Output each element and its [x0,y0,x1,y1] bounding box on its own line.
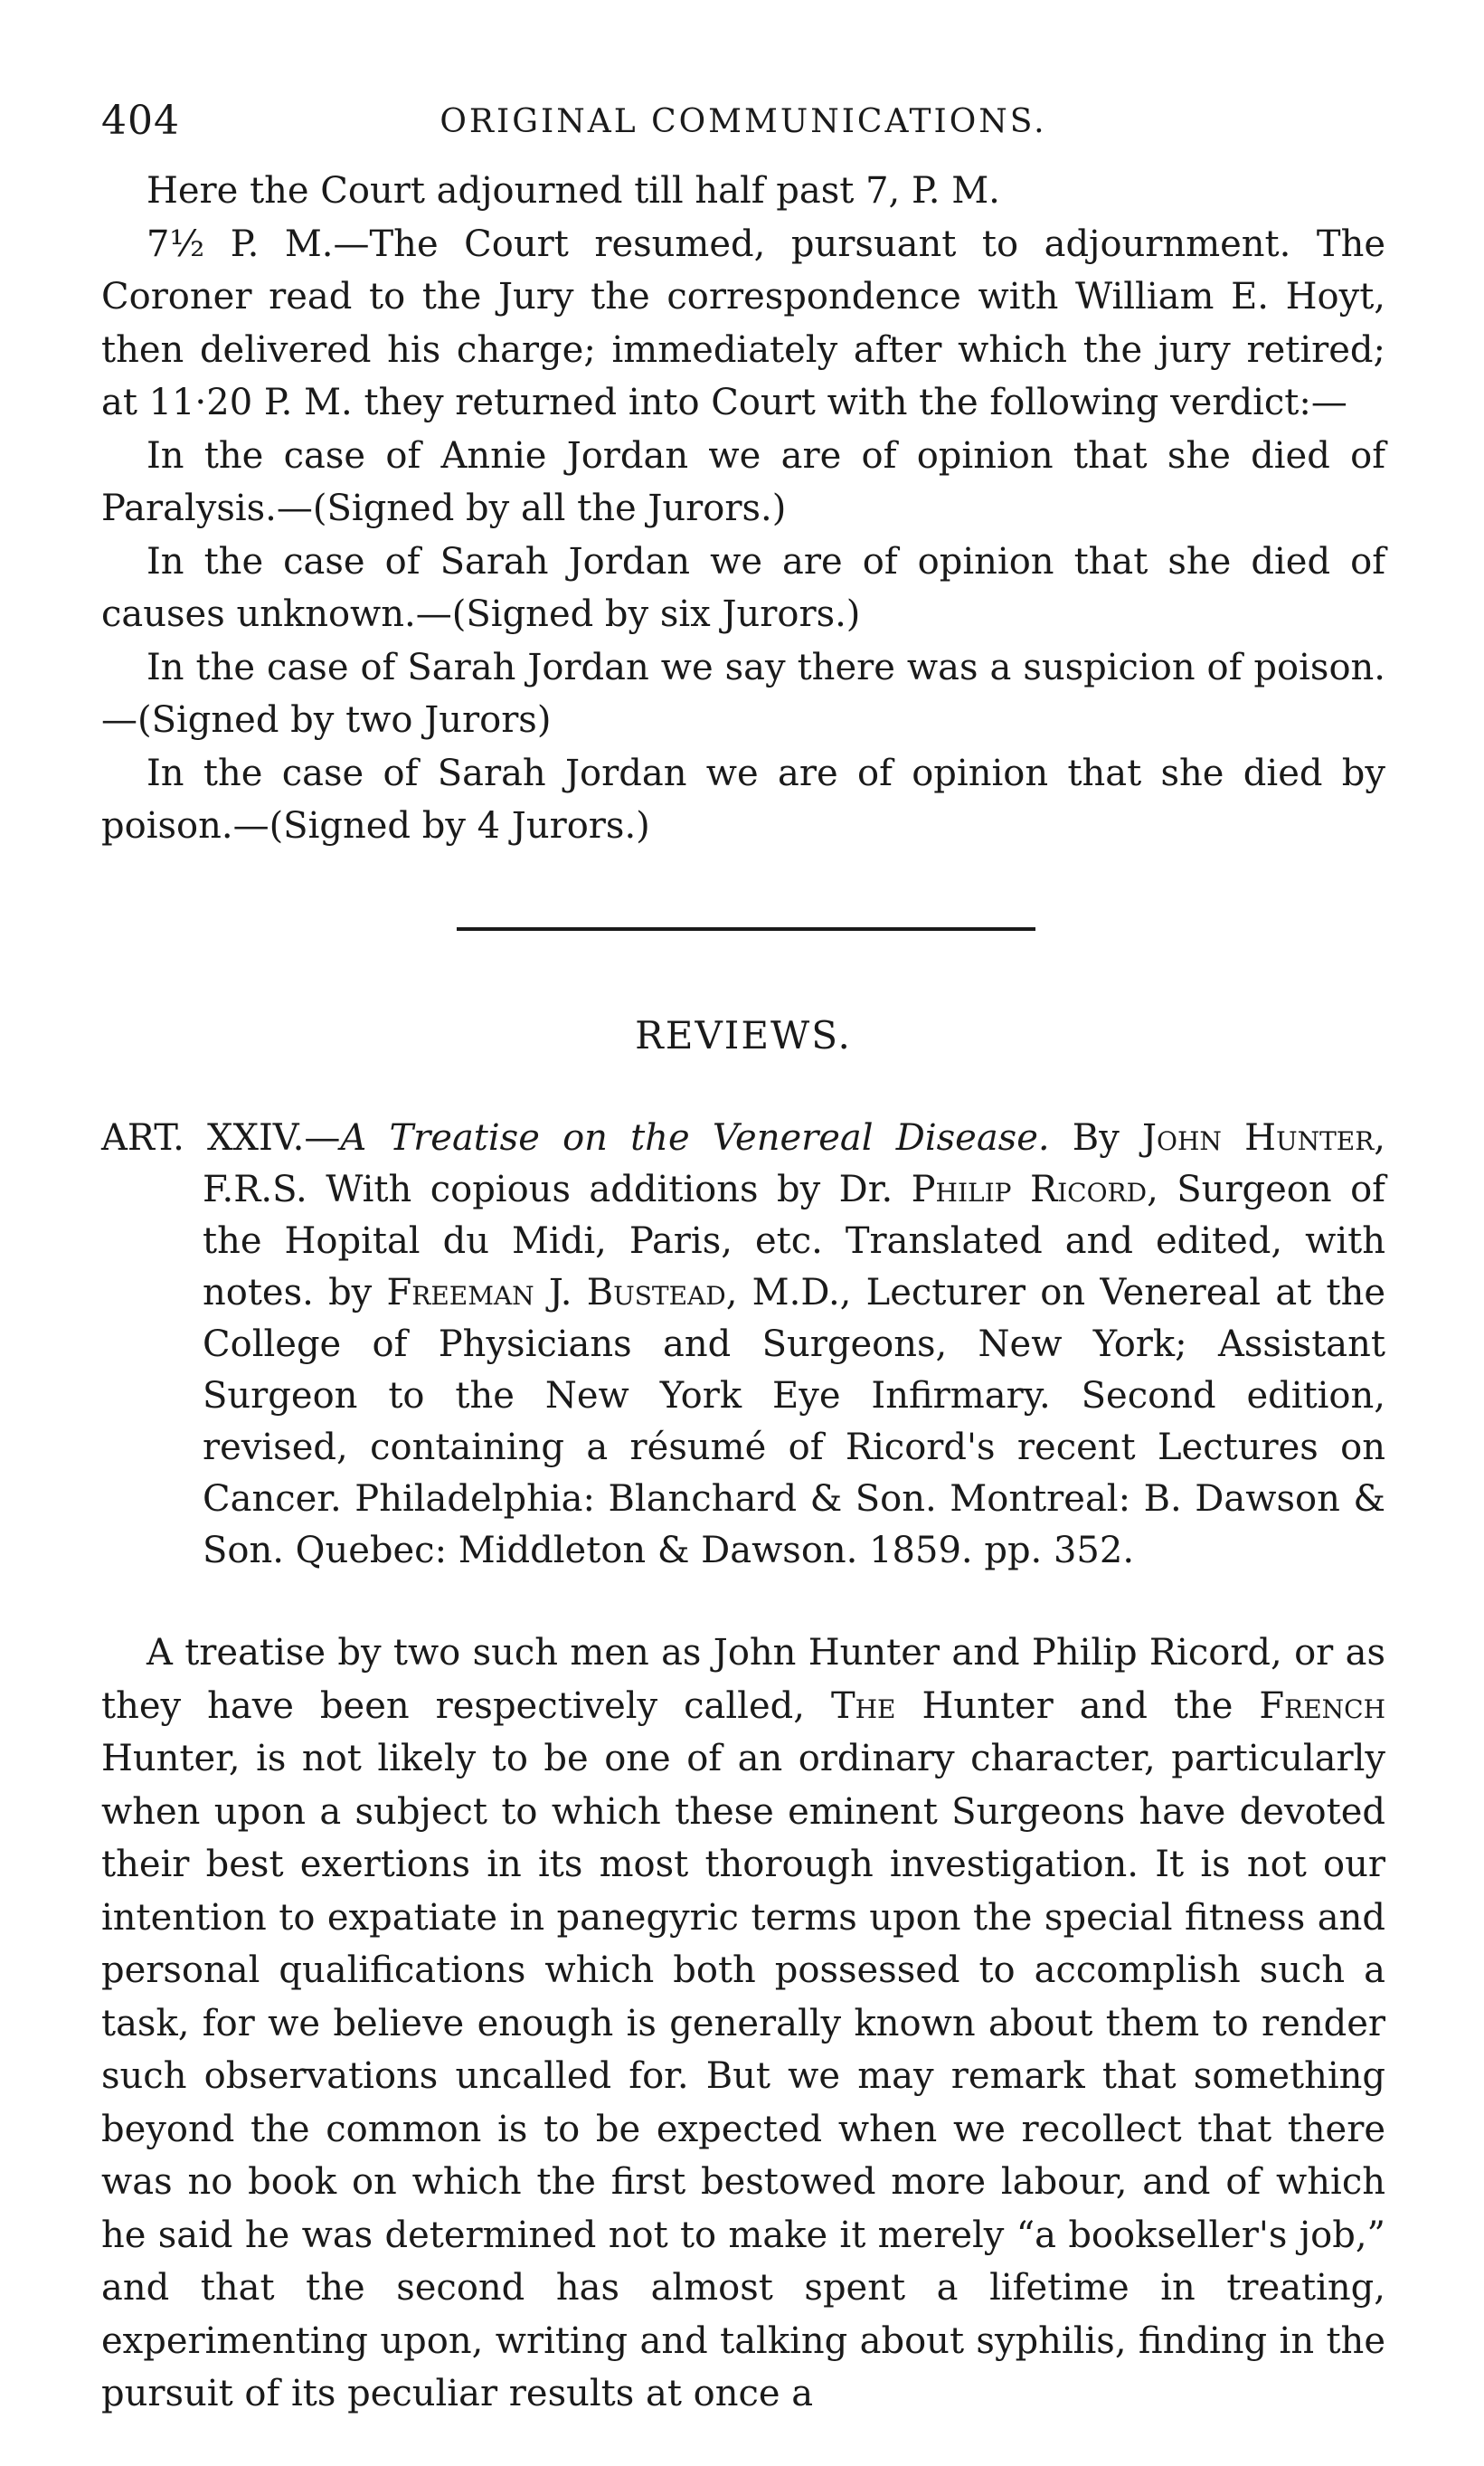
verdict-paragraph: In the case of Sarah Jordan we say there was a suspicion of poison.—(Signed by two Jurors) [101,646,1385,741]
author-name: John Hunter [1141,1117,1375,1159]
small-caps-word: The [830,1684,896,1727]
body-text: Hunter and the [895,1684,1260,1727]
citation-text: , M.D., Lecturer on Venereal at the College of Physicians and Surgeons, New York; Assistant Surgeon to the New York Eye Infirmary. Second edition, revised, containing a résumé of Ricord's recent Lectures on Cancer. Philadelphia: Blanchard & Son. Montreal: B. Dawson & Son. Quebec: Middleton & Dawson. 1859. pp. 352. [203,1272,1385,1571]
citation-text: , F.R.S. With copious additions by Dr. [203,1117,1385,1210]
article-title: A Treatise on the Venereal Disease. [340,1117,1050,1159]
running-head [101,98,1385,152]
verdict-paragraph: In the case of Sarah Jordan we are of opinion that she died of causes unknown.—(Signed by six Jurors.) [101,540,1385,635]
section-heading: REVIEWS. [635,1013,852,1058]
section-divider [457,927,1035,931]
verdict-paragraph: In the case of Sarah Jordan we are of opinion that she died by poison.—(Signed by 4 Jurors.) [101,752,1385,847]
body-paragraph [101,1627,1385,2421]
court-paragraph: Here the Court adjourned till half past 7, P. M. [147,170,1000,212]
small-caps-word: French [1259,1684,1386,1727]
court-proceedings [101,165,1385,853]
author-name: Philip Ricord [911,1169,1148,1210]
citation-text: By [1049,1117,1142,1159]
author-name: Freeman J. Bustead [386,1272,726,1314]
review-body [101,1627,1385,2421]
citation-paragraph [101,1113,1385,1577]
body-text: Hunter, is not likely to be one of an ordinary character, particularly when upon a subject to which these eminent Surgeons have devoted their best exertions in its most thorough investigation. It is not our intention to expatiate in panegyric terms upon the special fitness and personal qualifications which both possessed to accomplish such a task, for we believe enough is generally known about them to render such observations uncalled for. But we may remark that something beyond the common is to be expected when we recollect that there was no book on which the first bestowed more labour, and of which he said he was determined not to make it merely “a bookseller's job,” and that the second has almost spent a lifetime in treating, experimenting upon, writing and talking about syphilis, finding in the pursuit of its peculiar results at once a [101,1738,1385,2414]
body-text: A treatise by two such men as John Hunter and Philip Ricord, or as they have been respectively called, [101,1632,1385,1727]
page-number: 404 [101,98,180,144]
court-paragraph: 7½ P. M.—The Court resumed, pursuant to adjournment. The Coroner read to the Jury the correspondence with William E. Hoyt, then delivered his charge; immediately after which the jury retired; at 11·20 P. M. they returned into Court with the following verdict:— [101,223,1385,423]
article-number: ART. XXIV.— [101,1117,341,1159]
citation-text: , Surgeon of the Hopital du Midi, Paris, etc. Translated and edited, with notes. by [203,1169,1385,1314]
running-title: ORIGINAL COMMUNICATIONS. [440,103,1047,140]
verdict-paragraph: In the case of Annie Jordan we are of opinion that she died of Paralysis.—(Signed by all the Jurors.) [101,434,1385,529]
article-citation [101,1113,1385,1577]
